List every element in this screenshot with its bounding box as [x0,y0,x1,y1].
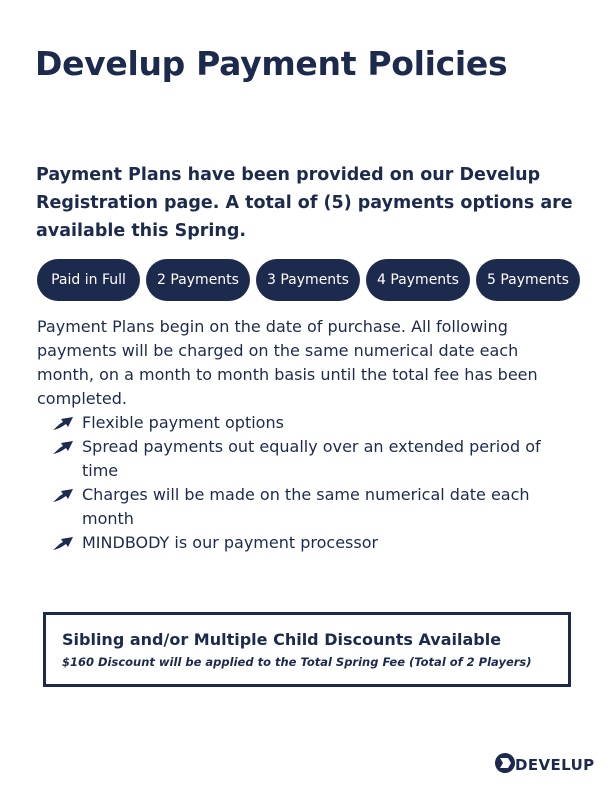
logo-text: DEVELUP [515,756,595,774]
payment-option-2: 2 Payments [146,259,250,301]
arrow-icon [52,483,82,507]
list-item [52,411,572,435]
payment-option-4: 4 Payments [366,259,470,301]
payment-option-paid-in-full: Paid in Full [37,259,140,301]
list-item [52,483,572,531]
payment-option-3: 3 Payments [256,259,360,301]
discount-title: Sibling and/or Multiple Child Discounts Available [62,630,502,649]
payment-option-5: 5 Payments [476,259,580,301]
develup-logo [494,750,596,776]
list-item [52,531,572,555]
intro-text: Payment Plans have been provided on our Develup Registration page. A total of (5) payments options are available this Spring. [36,165,573,241]
feature-text: Flexible payment options [82,413,284,432]
discount-subtitle: $160 Discount will be applied to the Total Spring Fee (Total of 2 Players) [62,655,532,669]
feature-text: MINDBODY is our payment processor [82,533,379,552]
list-item [52,435,572,483]
feature-text: Charges will be made on the same numerical date each month [82,485,530,528]
arrow-icon [52,435,82,459]
page-title: Develup Payment Policies [35,44,508,83]
arrow-icon [52,531,82,555]
payment-plan-description: Payment Plans begin on the date of purchase. All following payments will be charged on the same numerical date each month, on a month to month basis until the total fee has been completed. [37,317,538,408]
arrow-icon [52,411,82,435]
feature-list [52,411,572,555]
feature-text: Spread payments out equally over an extended period of time [82,437,541,480]
payment-options [37,259,580,301]
discount-box [43,612,571,687]
